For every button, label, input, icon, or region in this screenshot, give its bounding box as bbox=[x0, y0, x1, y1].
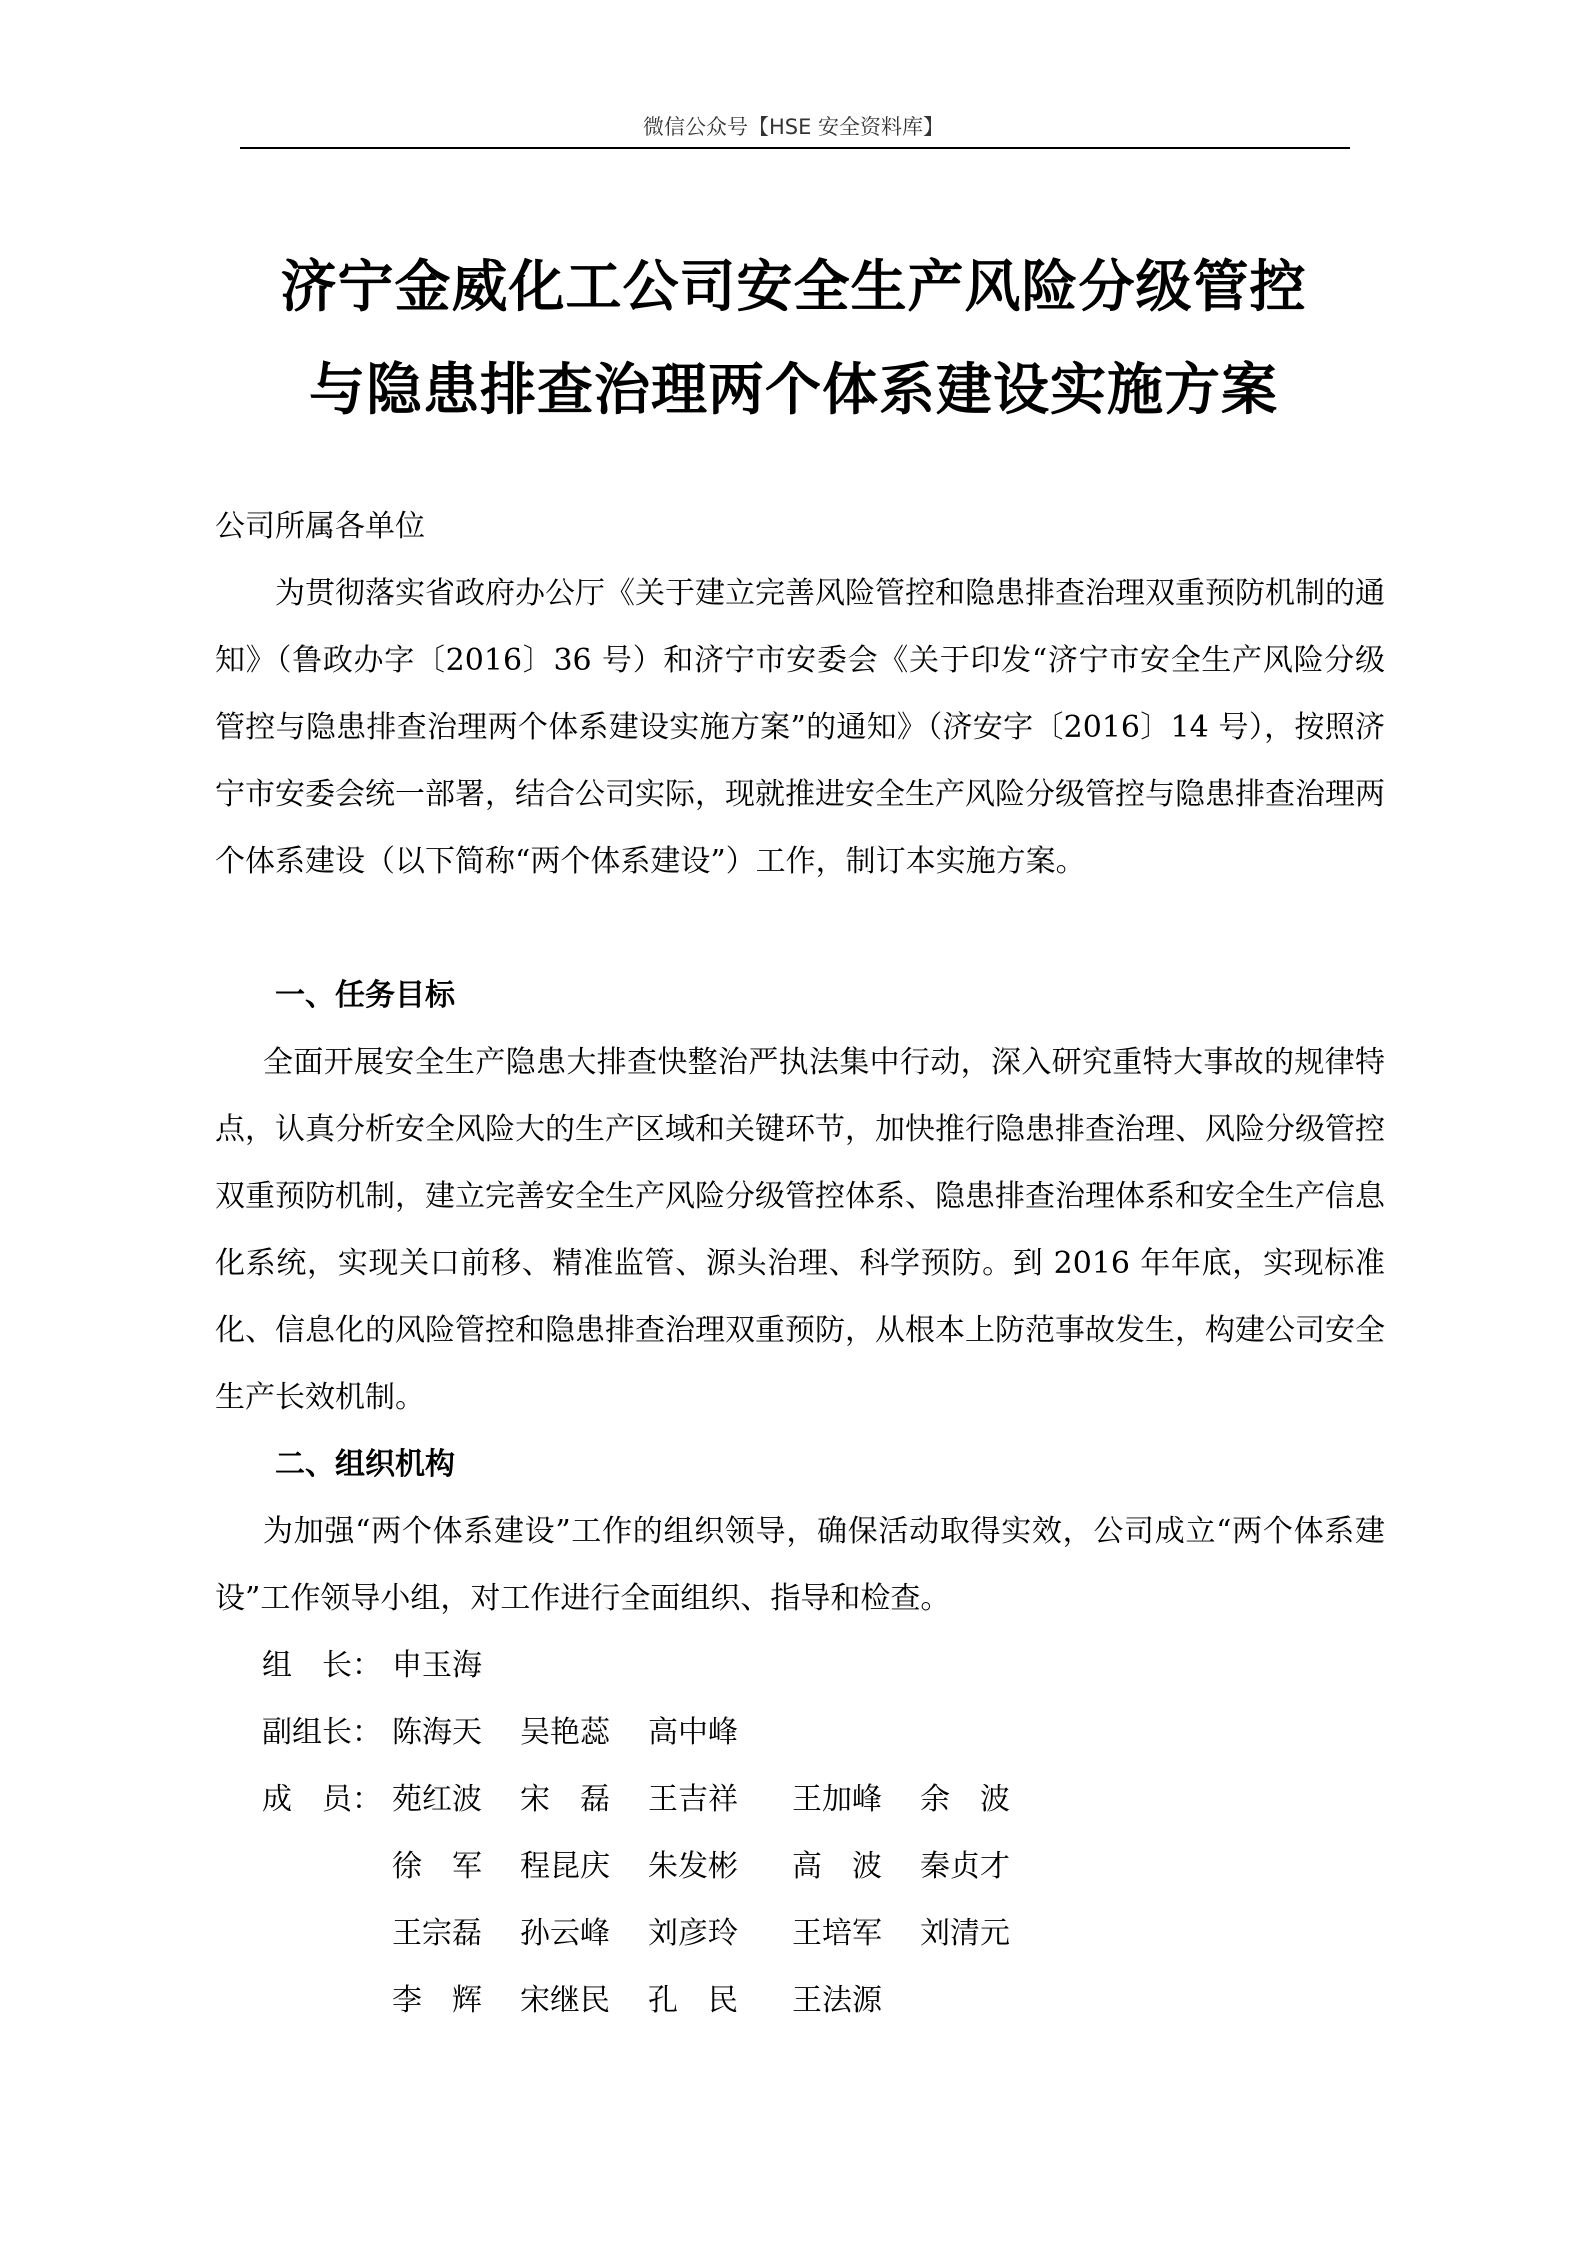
salutation: 公司所属各单位 bbox=[215, 509, 425, 544]
member-name: 孙云峰 bbox=[520, 1916, 610, 1951]
member-name: 秦贞才 bbox=[920, 1849, 1010, 1884]
member-name: 高 波 bbox=[792, 1849, 882, 1884]
intro-paragraph: 为贯彻落实省政府办公厅《关于建立完善风险管控和隐患排查治理双重预防机制的通知》（鲁政办字〔2016〕36 号）和济宁市安委会《关于印发“济宁市安全生产风险分级管控与隐患排查治理两个体系建设实施方案”的通知》（济安字〔2016〕14 号），按照济宁市安委会统一部署，结合公司实际，现就推进安全生产风险分级管控与隐患排查治理两个体系建设（以下简称“两个体系建设”）工作，制订本实施方案。 bbox=[215, 576, 1385, 879]
member-name: 刘清元 bbox=[920, 1916, 1010, 1951]
member-name: 苑红波 bbox=[392, 1782, 482, 1817]
member-role-label: 成 员： bbox=[262, 1782, 382, 1817]
member-name: 李 辉 bbox=[392, 1983, 482, 2018]
deputy-role-label: 副组长： bbox=[262, 1715, 382, 1750]
leader-role-label: 组 长： bbox=[262, 1648, 382, 1683]
goals-paragraph: 全面开展安全生产隐患大排查快整治严执法集中行动，深入研究重特大事故的规律特点，认真分析安全风险大的生产区域和关键环节，加快推行隐患排查治理、风险分级管控双重预防机制，建立完善安全生产风险分级管控体系、隐患排查治理体系和安全生产信息化系统，实现关口前移、精准监管、源头治理、科学预防。到 2016 年年底，实现标准化、信息化的风险管控和隐患排查治理双重预防，从根本上防范事故发生，构建公司安全生产长效机制。 bbox=[215, 1045, 1385, 1415]
section-heading-goals: 一、任务目标 bbox=[275, 978, 455, 1013]
deputy-name: 吴艳蕊 bbox=[520, 1715, 610, 1750]
organization-paragraph: 为加强“两个体系建设”工作的组织领导，确保活动取得实效，公司成立“两个体系建设”工作领导小组，对工作进行全面组织、指导和检查。 bbox=[215, 1514, 1385, 1616]
header-divider bbox=[240, 147, 1350, 149]
member-name: 王吉祥 bbox=[648, 1782, 738, 1817]
member-name: 王法源 bbox=[792, 1983, 882, 2018]
member-name: 孔 民 bbox=[648, 1983, 738, 2018]
member-name: 刘彦玲 bbox=[648, 1916, 738, 1951]
document-title-line-2: 与隐患排查治理两个体系建设实施方案 bbox=[309, 357, 1278, 423]
member-name: 宋 磊 bbox=[520, 1782, 610, 1817]
document-title-line-1: 济宁金威化工公司安全生产风险分级管控 bbox=[280, 254, 1307, 320]
deputy-name: 高中峰 bbox=[648, 1715, 738, 1750]
section-heading-organization: 二、组织机构 bbox=[275, 1447, 455, 1482]
member-name: 宋继民 bbox=[520, 1983, 610, 2018]
member-name: 余 波 bbox=[920, 1782, 1010, 1817]
member-name: 徐 军 bbox=[392, 1849, 482, 1884]
member-name: 程昆庆 bbox=[520, 1849, 610, 1884]
page-header: 微信公众号【HSE 安全资料库】 bbox=[642, 115, 945, 139]
member-name: 朱发彬 bbox=[648, 1849, 738, 1884]
member-name: 王宗磊 bbox=[392, 1916, 482, 1951]
member-name: 王加峰 bbox=[792, 1782, 882, 1817]
leader-name: 申玉海 bbox=[392, 1648, 482, 1683]
member-name: 王培军 bbox=[792, 1916, 882, 1951]
deputy-name: 陈海天 bbox=[392, 1715, 482, 1750]
